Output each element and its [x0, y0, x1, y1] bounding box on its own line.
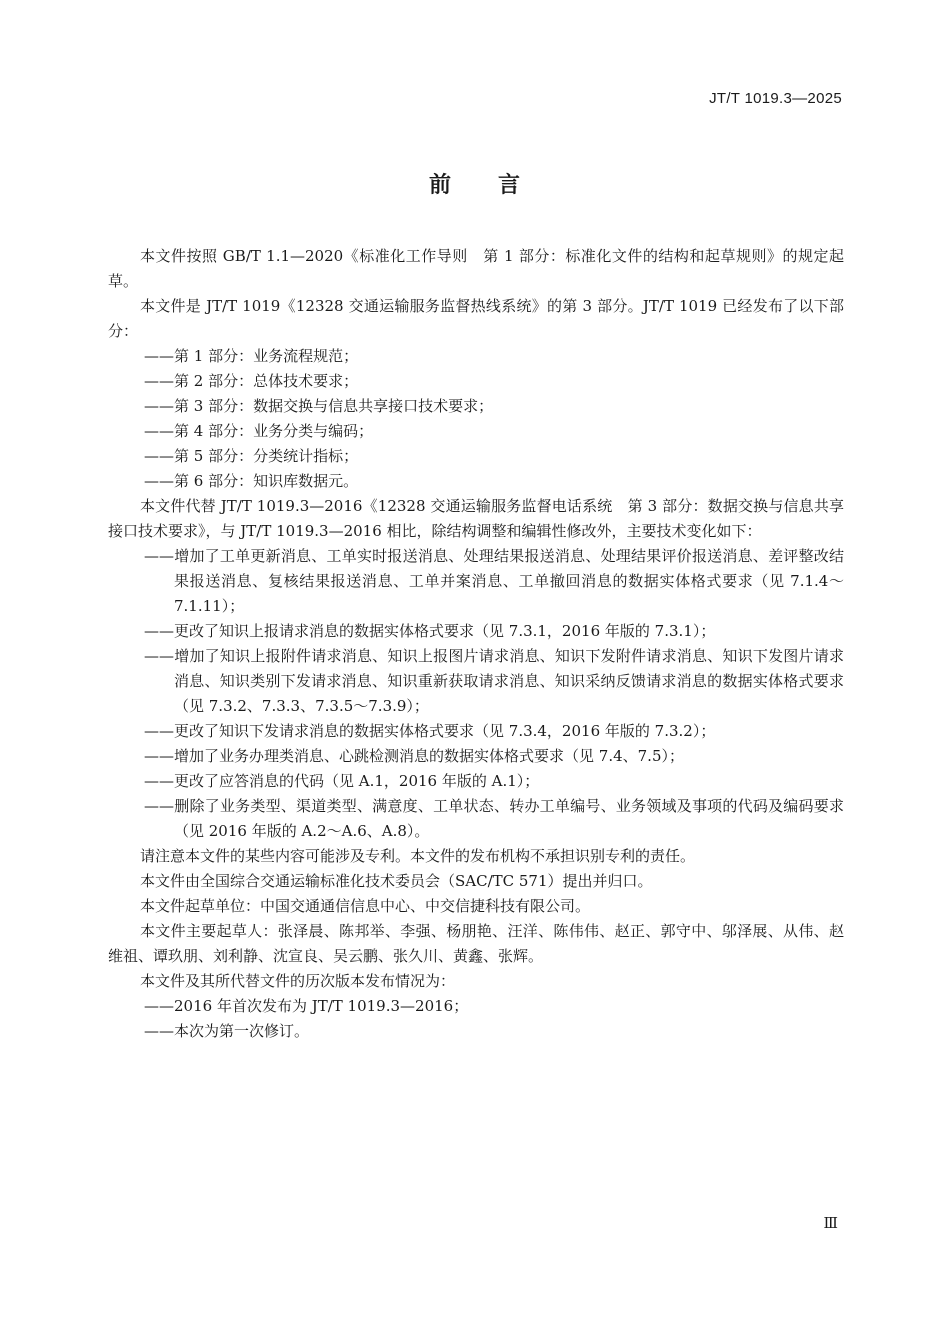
title-char-1: 前 — [428, 173, 452, 198]
list-item-change: ——更改了知识下发请求消息的数据实体格式要求（见 7.3.4，2016 年版的 7.3.2）； — [144, 722, 716, 740]
list-item-change: ——增加了业务办理类消息、心跳检测消息的数据实体格式要求（见 7.4、7.5）； — [144, 747, 684, 765]
list-item-part: ——第 1 部分：业务流程规范； — [144, 347, 359, 365]
list-item-part: ——第 3 部分：数据交换与信息共享接口技术要求； — [144, 397, 494, 415]
list-item-part: ——第 2 部分：总体技术要求； — [144, 372, 359, 390]
page-title — [0, 168, 950, 199]
paragraph-series-intro: 本文件是 JT/T 1019《12328 交通运输服务监督热线系统》的第 3 部分。JT/T 1019 已经发布了以下部分： — [108, 297, 844, 340]
paragraph-proposer: 本文件由全国综合交通运输标准化技术委员会（SAC/TC 571）提出并归口。 — [140, 872, 653, 890]
list-item-change: ——增加了工单更新消息、工单实时报送消息、处理结果报送消息、处理结果评价报送消息、差评整改结果报送消息、复核结果报送消息、工单并案消息、工单撤回消息的数据实体格式要求（见 7.1.4～7.1.11）； — [144, 547, 844, 615]
paragraph-replacement: 本文件代替 JT/T 1019.3—2016《12328 交通运输服务监督电话系统 第 3 部分：数据交换与信息共享接口技术要求》，与 JT/T 1019.3—2016 相比，除结构调整和编辑性修改外，主要技术变化如下： — [108, 497, 844, 540]
document-code: JT/T 1019.3—2025 — [709, 90, 842, 107]
list-item-change: ——增加了知识上报附件请求消息、知识上报图片请求消息、知识下发附件请求消息、知识下发图片请求消息、知识类别下发请求消息、知识重新获取请求消息、知识采纳反馈请求消息的数据实体格式要求（见 7.3.2、7.3.3、7.3.5～7.3.9）； — [144, 647, 844, 715]
list-item-part: ——第 4 部分：业务分类与编码； — [144, 422, 374, 440]
list-item-part: ——第 5 部分：分类统计指标； — [144, 447, 359, 465]
paragraph-drafters: 本文件主要起草人：张泽晨、陈邦举、李强、杨朋艳、汪洋、陈伟伟、赵正、郭守中、邬泽展、从伟、赵维祖、谭玖朋、刘利静、沈宣良、吴云鹏、张久川、黄鑫、张辉。 — [108, 922, 844, 965]
paragraph-drafting-rules: 本文件按照 GB/T 1.1—2020《标准化工作导则 第 1 部分：标准化文件的结构和起草规则》的规定起草。 — [108, 247, 844, 290]
foreword-body — [108, 244, 844, 1044]
list-item-change: ——更改了知识上报请求消息的数据实体格式要求（见 7.3.1，2016 年版的 7.3.1）； — [144, 622, 716, 640]
list-item-history: ——2016 年首次发布为 JT/T 1019.3—2016； — [144, 997, 469, 1015]
list-item-change: ——更改了应答消息的代码（见 A.1，2016 年版的 A.1）； — [144, 772, 540, 790]
list-item-change: ——删除了业务类型、渠道类型、满意度、工单状态、转办工单编号、业务领域及事项的代码及编码要求（见 2016 年版的 A.2～A.6、A.8）。 — [144, 797, 844, 840]
paragraph-drafting-units: 本文件起草单位：中国交通通信信息中心、中交信捷科技有限公司。 — [140, 897, 591, 915]
paragraph-history-intro: 本文件及其所代替文件的历次版本发布情况为： — [140, 972, 456, 990]
list-item-history: ——本次为第一次修订。 — [144, 1022, 310, 1040]
page-number: Ⅲ — [823, 1214, 838, 1232]
title-char-2: 言 — [498, 173, 522, 198]
list-item-part: ——第 6 部分：知识库数据元。 — [144, 472, 359, 490]
paragraph-patent-notice: 请注意本文件的某些内容可能涉及专利。本文件的发布机构不承担识别专利的责任。 — [140, 847, 696, 865]
